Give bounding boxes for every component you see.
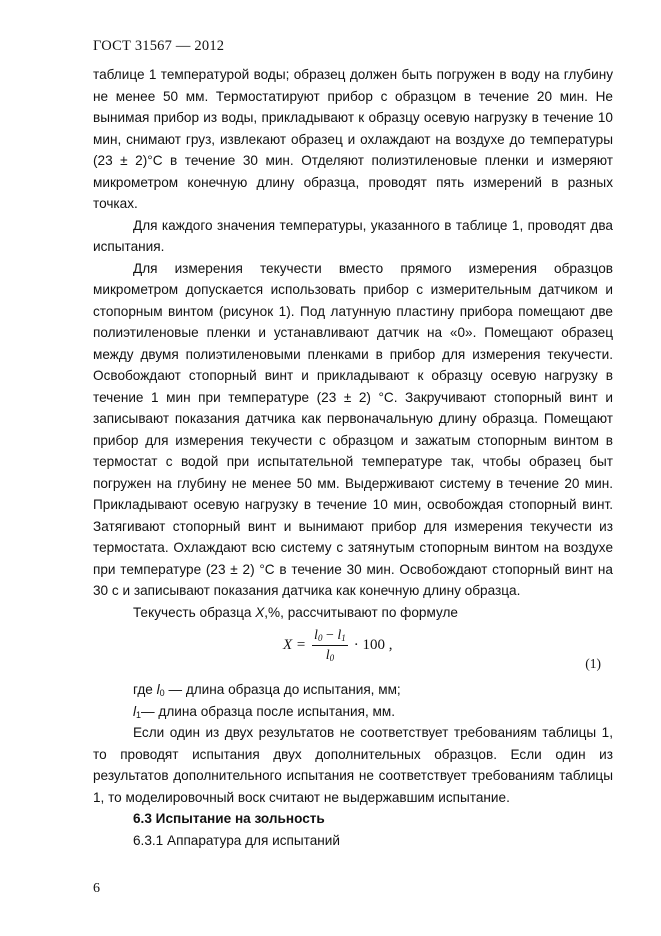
page-number: 6 bbox=[93, 881, 100, 896]
paragraph: Для измерения текучести вместо прямого измерения образцов микрометром допускается использовать прибор с измерительным датчиком и стопорным винтом (рисунок 1). Под латунную пластину прибора помещают две полиэтиленовые пленки и устанавливают датчик на «0». Помещают образец между двумя полиэтиленовыми пленками в прибор для измерения текучести. Освобождают стопорный винт и прикладывают к образцу осевую нагрузку в течение 1 мин при температуре (23 ± 2) °С. Закручивают стопорный винт и записывают показания датчика как первоначальную длину образца. Помещают прибор для измерения текучести с образцом и зажатым стопорным винтом в термостат с водой при испытательной температуре так, чтобы образец быт погружен на глубину не менее 50 мм. Выдерживают систему в течение 20 мин. Прикладывают осевую нагрузку в течение 10 мин, освобождая стопорный винт. Затягивают стопорный винт и вынимают прибор для измерения текучести из термостата. Охлаждают всю систему с затянутым стопорным винтом на воздухе при температуре (23 ± 2) °С в течение 30 мин. Освобождают стопорный винт на 30 с и записывают показания датчика как конечную длину образца. bbox=[93, 260, 613, 598]
paragraph: Для каждого значения температуры, указанного в таблице 1, проводят два испытания. bbox=[93, 217, 613, 254]
formula-lhs: X = bbox=[283, 636, 307, 653]
section-title: 6.3 Испытание на зольность bbox=[133, 811, 325, 826]
definition-l0: где $l_0$ — длина образца до испытания, мм; bbox=[133, 682, 401, 698]
document-header: ГОСТ 31567 — 2012 bbox=[93, 38, 225, 54]
paragraph: Если один из двух результатов не соответствует требованиям таблицы 1, то проводят испытания двух дополнительных образцов. Если один из результатов дополнительного испытания не соответствует требованиям таблицы 1, то моделировочный воск считают не выдержавшим испытание. bbox=[93, 725, 613, 805]
formula bbox=[93, 623, 613, 679]
definition-l1: $l_1—$ длина образца после испытания, мм. bbox=[133, 703, 396, 720]
formula-denominator: $l_0$ bbox=[325, 648, 335, 663]
subsection-title: 6.3.1 Аппаратура для испытаний bbox=[133, 832, 340, 848]
formula-fraction bbox=[312, 627, 348, 664]
equation-number: (1) bbox=[585, 656, 601, 671]
paragraph: таблице 1 температурой воды; образец должен быть погружен в воду на глубину не менее 50 мм. Термостатируют прибор с образцом в течение 20 мин. Не вынимая прибор из воды, прикладывают к образцу осевую нагрузку в течение 10 мин, снимают груз, извлекают образец и охлаждают на воздухе до температуры (23 ± 2)°С в течение 30 мин. Отделяют полиэтиленовые пленки и измеряют микрометром конечную длину образца, проводят пять измерений в разных точках. bbox=[93, 67, 613, 211]
formula-numerator: $l_0 - l_1$ bbox=[312, 627, 348, 646]
body-text bbox=[93, 64, 613, 851]
formula-intro: Текучесть образца X,%, рассчитывают по формуле bbox=[133, 604, 458, 620]
formula-expression bbox=[283, 627, 392, 664]
formula-multiplier: · 100 , bbox=[353, 636, 393, 653]
